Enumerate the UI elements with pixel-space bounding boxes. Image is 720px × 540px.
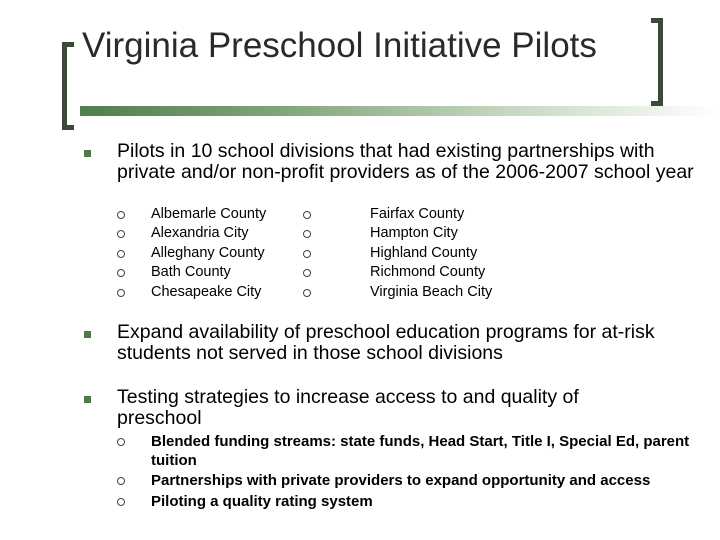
division-item: Albemarle County — [151, 206, 267, 222]
division-item: Virginia Beach City — [370, 284, 493, 300]
strategy-item: Partnerships with private providers to expand opportunity and access — [151, 472, 651, 489]
strategy-item: Piloting a quality rating system — [151, 493, 373, 510]
title-bracket-right — [651, 18, 663, 106]
circle-bullet-icon — [117, 289, 125, 297]
square-bullet-icon — [84, 150, 91, 157]
circle-bullet-icon — [303, 269, 311, 277]
bullet-2-text: Expand availability of preschool education programs for at-risk students not served in those school divisions — [117, 321, 655, 364]
circle-bullet-icon — [117, 477, 125, 485]
title-underline — [80, 106, 720, 116]
square-bullet-icon — [84, 331, 91, 338]
division-item: Bath County — [151, 264, 231, 280]
division-item: Alleghany County — [151, 245, 265, 261]
title-bracket-left — [62, 42, 74, 130]
circle-bullet-icon — [117, 211, 125, 219]
division-item: Chesapeake City — [151, 284, 262, 300]
circle-bullet-icon — [117, 250, 125, 258]
circle-bullet-icon — [117, 269, 125, 277]
circle-bullet-icon — [303, 250, 311, 258]
circle-bullet-icon — [303, 230, 311, 238]
circle-bullet-icon — [303, 211, 311, 219]
division-item: Fairfax County — [370, 206, 465, 222]
bullet-3-text: Testing strategies to increase access to and quality of preschool — [117, 386, 579, 429]
slide-title: Virginia Preschool Initiative Pilots — [82, 26, 597, 65]
strategy-item: Blended funding streams: state funds, Head Start, Title I, Special Ed, parent tuition — [151, 433, 690, 469]
square-bullet-icon — [84, 396, 91, 403]
division-item: Richmond County — [370, 264, 486, 280]
bullet-1-text: Pilots in 10 school divisions that had existing partnerships with private and/or non-profit providers as of the 2006-2007 school year — [117, 140, 694, 183]
circle-bullet-icon — [117, 498, 125, 506]
division-item: Highland County — [370, 245, 478, 261]
circle-bullet-icon — [117, 438, 125, 446]
circle-bullet-icon — [303, 289, 311, 297]
division-item: Alexandria City — [151, 225, 249, 241]
circle-bullet-icon — [117, 230, 125, 238]
division-item: Hampton City — [370, 225, 458, 241]
